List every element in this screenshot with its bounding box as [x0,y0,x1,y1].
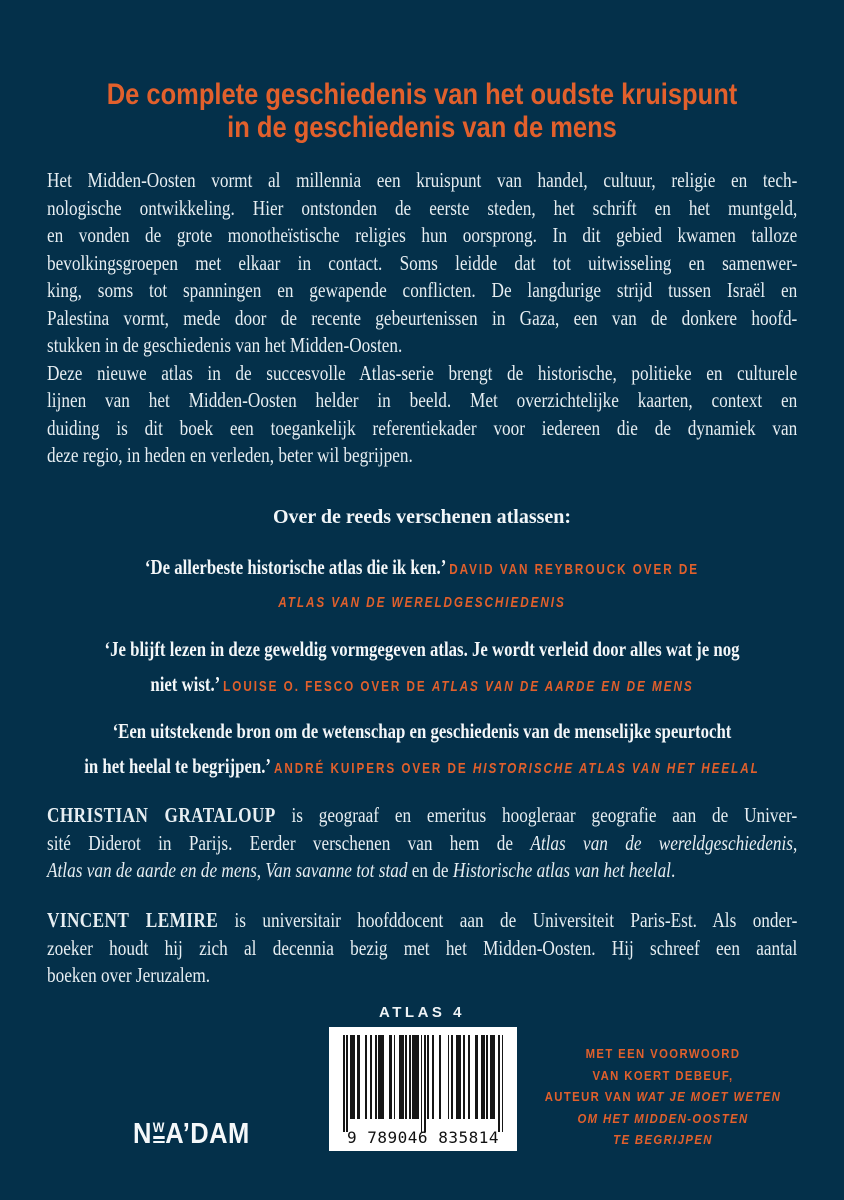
series-label: ATLAS 4 [379,1004,465,1021]
author-bio-grataloup: CHRISTIAN GRATALOUP is geograaf en emeritus hoogleraar geografie aan de Univer- sité Diderot in Parijs. Eerder verschenen van hem de Atlas van de wereldgeschiedenis, Atlas van de aarde en de mens, Van savanne tot stad en de Historische atlas van het heelal. [47,803,798,882]
publisher-logo-w: W [152,1119,165,1135]
review-quote-3: ‘Een uitstekende bron om de wetenschap en geschiedenis van de menselijke speurtocht in het heelal te begrijpen.’ ANDRÉ KUIPERS OVER DE HISTORISCHE ATLAS VAN HET HEELAL [84,719,760,778]
publisher-logo-bar [153,1141,164,1144]
publisher-logo [133,1120,250,1148]
publisher-logo-adam: A’DAM [165,1118,250,1150]
barcode-bars [343,1035,503,1133]
headline: De complete geschiedenis van het oudste kruispunt in de geschiedenis van de mens [106,78,738,144]
barcode-number: 9 789046 835814 [347,1128,499,1147]
publisher-logo-w-stack [153,1120,165,1143]
publisher-logo-n: N [133,1118,152,1150]
author-bio-lemire: VINCENT LEMIRE is universitair hoofddocent aan de Universiteit Paris-Est. Als onder- zoeker houdt hij zich al decennia bezig met het Midden-Oosten. Hij schreef een aantal boeken over Jeruzalem. [47,908,798,987]
review-quote-1: ‘De allerbeste historische atlas die ik ken.’ DAVID VAN REYBROUCK OVER DE ATLAS VAN DE WERELDGESCHIEDENIS [144,555,700,611]
barcode [329,1027,517,1151]
atlases-section-heading: Over de reeds verschenen atlassen: [272,506,572,528]
description-text: Het Midden-Oosten vormt al millennia een kruispunt van handel, cultuur, religie en tech- nologische ontwikkeling. Hier ontstonden de eerste steden, het schrift en het muntgeld, en vonden de grote monotheïstische religies hun oorsprong. In dit gebied kwamen talloze bevolkingsgroepen met elkaar in contact. Soms leidde dat tot uitwisseling en samenwer- king, soms tot spanningen en gewapende conflicten. De langdurige strijd tussen Israël en Palestina vormt, mede door de recente gebeurtenissen in Gaza, een van de donkere hoofd- stukken in de geschiedenis van het Midden-Oosten. Deze nieuwe atlas in de succesvolle Atlas-serie brengt de historische, politieke en culturele lijnen van het Midden-Oosten helder in beeld. Met overzichtelijke kaarten, context en duiding is dit boek een toegankelijk referentiekader voor iedereen die de dynamiek van deze regio, in heden en verleden, beter wil begrijpen. [47,168,798,467]
review-quote-2: ‘Je blijft lezen in deze geweldig vormgegeven atlas. Je wordt verleid door alles wat je nog niet wist.’ LOUISE O. FESCO OVER DE ATLAS VAN DE AARDE EN DE MENS [104,637,740,696]
foreword-note: MET EEN VOORWOORD VAN KOERT DEBEUF, AUTEUR VAN WAT JE MOET WETEN OM HET MIDDEN-OOSTEN TE BEGRIJPEN [544,1046,782,1147]
publisher-logo-bar [153,1136,164,1139]
